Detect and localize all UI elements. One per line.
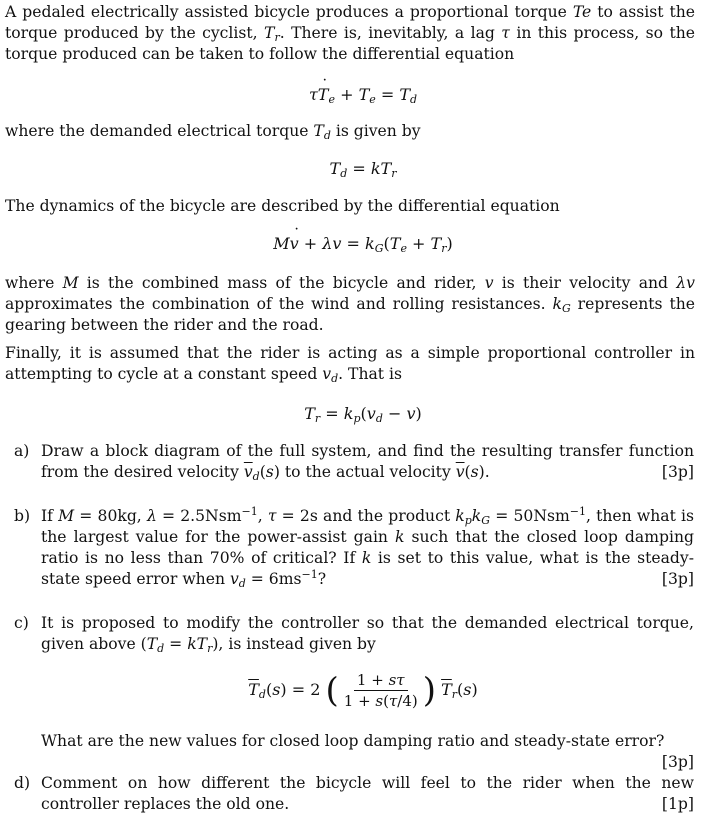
question-c [14,613,694,655]
marks: [3p] [661,570,694,588]
equation-torque-lag: τ˙ $T_e + T_e = T_d$ [0,84,726,106]
equation-rider-controller: $T_r = k_p(v_d - v)$ [304,404,422,425]
question-text: If M = 80kg, λ = 2.5Nsm$^{-1}$, τ = 2s and the product $k_pk_G = 50Nsm^{-1}$, then what is the largest value for the power-assist gain k such that the closed loop damping ratio is no less than 70% of critical? If k is set to this value, what is the steady-state speed error when $v_d = 6ms^{-1}$? [3p] [41,505,695,590]
question-label: a) [14,442,30,460]
question-a [14,441,694,483]
marks: [1p] [661,795,694,813]
intro-paragraph-5: Finally, it is assumed that the rider is acting as a simple proportional controller in attempting to cycle at a constant speed $v_d$. That is [5,344,695,385]
intro-paragraph-2: where the demanded electrical torque $T_d$ is given by [5,122,421,142]
intro-paragraph-3: The dynamics of the bicycle are described by the differential equation [5,197,560,215]
question-label: c) [14,614,29,632]
question-text: It is proposed to modify the controller so that the demanded electrical torque, given above $(T_d = kT_r)$, is instead given by [41,614,694,655]
question-b [14,506,694,590]
question-label: b) [14,507,31,525]
question-text: Comment on how different the bicycle will feel to the rider when the new controller replaces the old one. [1p] [41,774,694,813]
equation-bicycle-dynamics: M˙ $v + \lambda v = k_G(T_e + T_r)$ [0,233,726,255]
question-followup-text: What are the new values for closed loop damping ratio and steady-state error? [3p] [41,732,694,771]
question-d [14,773,694,815]
question-c-followup [14,731,694,773]
question-label: d) [14,774,31,792]
question-text: Draw a block diagram of the full system, and find the resulting transfer function from the desired velocity $\overline{v}_d(s)$ to the actual velocity $\overline{v}(s)$. [3p] [41,442,694,483]
equation-modified-controller: $\overline{T}_d(s) = 2$ ( $\frac{1 + s\tau}{1 + s(\tau/4)}$ ) $\overline{T}_r(s)$ [248,670,478,711]
marks: [3p] [661,753,694,771]
intro-paragraph-4: where M is the combined mass of the bicycle and rider, v is their velocity and λv approximates the combination of the wind and rolling resistances. $k_G$ represents the gearing between the rider and the road. [5,274,695,334]
intro-paragraph-1: A pedaled electrically assisted bicycle produces a proportional torque Te to assist the torque produced by the cyclist, $T_r$. There is, inevitably, a lag τ in this process, so the torque produced can be taken to follow the differential equation [5,3,695,63]
equation-demanded-torque: $T_d = kT_r$ [329,159,397,180]
marks: [3p] [661,463,694,481]
